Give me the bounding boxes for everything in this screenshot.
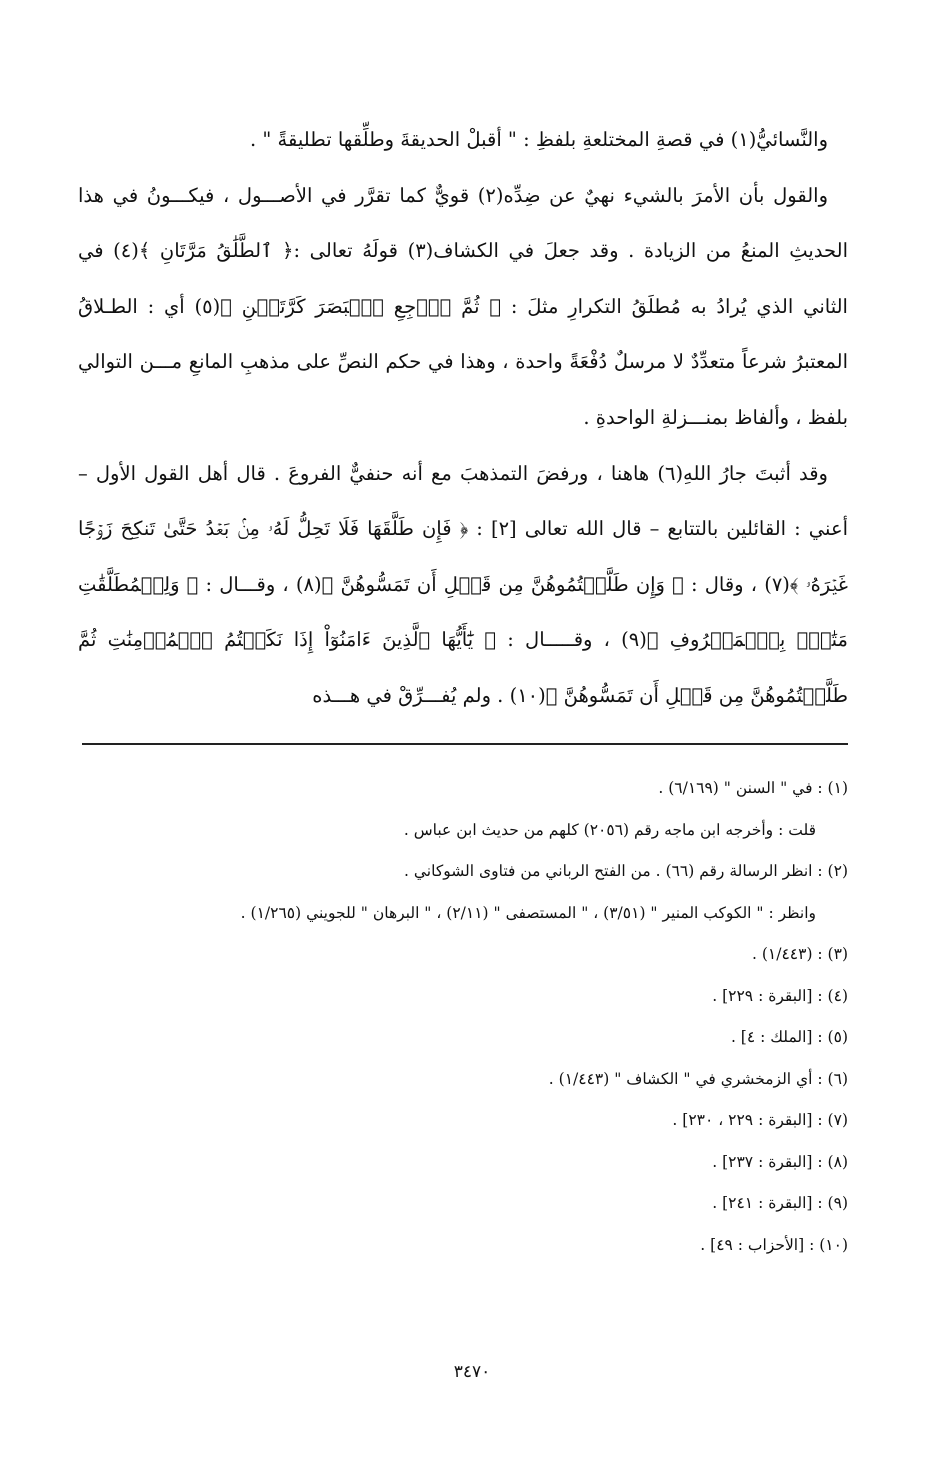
footnote-divider: [82, 743, 848, 745]
footnote-9: (٩) : [البقرة : ٢٤١] .: [712, 1194, 848, 1212]
footnote-1-note: قلت : وأخرجه ابن ماجه رقم (٢٠٥٦) كلهم من حديث ابن عباس .: [403, 820, 816, 839]
footnote-8: (٨) : [البقرة : ٢٣٧] .: [712, 1152, 848, 1171]
footnote-6: (٦) : أي الزمخشري في " الكشاف " (١/٤٤٣) .: [548, 1069, 848, 1088]
footnote-10: (١٠) : [الأحزاب : ٤٩] .: [700, 1235, 848, 1254]
paragraph-1: والنَّسائيُّ(١) في قصةِ المختلعةِ بلفظِ : " أقبلْ الحديقةَ وطلِّقها تطليقةً " .: [249, 128, 828, 151]
footnote-2-note: وانظر : " الكوكب المنير " (٣/٥١) ، " المستصفى " (٢/١١) ، " البرهان " للجويني (١/٢٦٥) .: [240, 903, 816, 922]
page-number: ٣٤٧٠: [453, 1362, 491, 1382]
footnote-7: (٧) : [البقرة : ٢٢٩ ، ٢٣٠] .: [672, 1111, 848, 1129]
footnote-3: (٣) : (١/٤٤٣) .: [752, 945, 848, 963]
footnote-4: (٤) : [البقرة : ٢٢٩] .: [712, 986, 848, 1005]
footnotes: [82, 768, 848, 1266]
paragraph-2: والقول بأن الأمرَ بالشيء نهيٌ عن ضِدِّه(٢) قويٌّ كما تقرَّر في الأصـــول ، فيكـــونُ في هذا الحديثِ المنعُ من الزيادة . وقد جعلَ في الكشاف(٣) قولَهُ تعالى :﴿ ٱلطَّلَٰقُ مَرَّتَانِ ﴾(٤) في الثاني الذي يُرادُ به مُطلَقُ التكرارِ مثلَ : ﴿ ثُمَّ ٱرۡجِعِ ٱلۡبَصَرَ كَرَّتَيۡنِ ﴾(٥) أي : الطـلاقُ المعتبرُ شرعاً متعدِّدٌ لا مرسلٌ دُفْعَةً واحدة ، وهذا في حكم النصِّ على مذهبِ المانعِ مـــن التوالي بلفظ ، وألفاظ بمنـــزلةِ الواحدةِ .: [78, 183, 848, 429]
main-text: [78, 112, 848, 724]
paragraph-3: وقد أثبتَ جارُ اللهِ(٦) هاهنا ، ورفضَ التمذهبَ مع أنه حنفيٌّ الفروعَ . قال أهل القول الأول – أعني : القائلين بالتتابع – قال الله تعالى [٢] : ﴿ فَإِن طَلَّقَهَا فَلَا تَحِلُّ لَهُۥ مِنۢ بَعۡدُ حَتَّىٰ تَنكِحَ زَوۡجًا غَيۡرَهُۥ ﴾(٧) ، وقال : ﴿ وَإِن طَلَّقۡتُمُوهُنَّ مِن قَبۡلِ أَن تَمَسُّوهُنَّ ﴾(٨) ، وقـــال : ﴿ وَلِلۡمُطَلَّقَٰتِ مَتَٰعُۢ بِٱلۡمَعۡرُوفِ ﴾(٩) ، وقـــــال : ﴿ يَٰٓأَيُّهَا ٱلَّذِينَ ءَامَنُوٓاْ إِذَا نَكَحۡتُمُ ٱلۡمُؤۡمِنَٰتِ ثُمَّ طَلَّقۡتُمُوهُنَّ مِن قَبۡلِ أَن تَمَسُّوهُنَّ ﴾(١٠) . ولم يُفـــرِّقْ في هـــذه: [78, 461, 849, 707]
footnote-2: (٢) : انظر الرسالة رقم (٦٦) . من الفتح الرباني من فتاوى الشوكاني .: [404, 862, 848, 880]
footnote-1: (١) : في " السنن " (٦/١٦٩) .: [658, 779, 848, 797]
footnote-5: (٥) : [الملك : ٤] .: [730, 1028, 848, 1046]
